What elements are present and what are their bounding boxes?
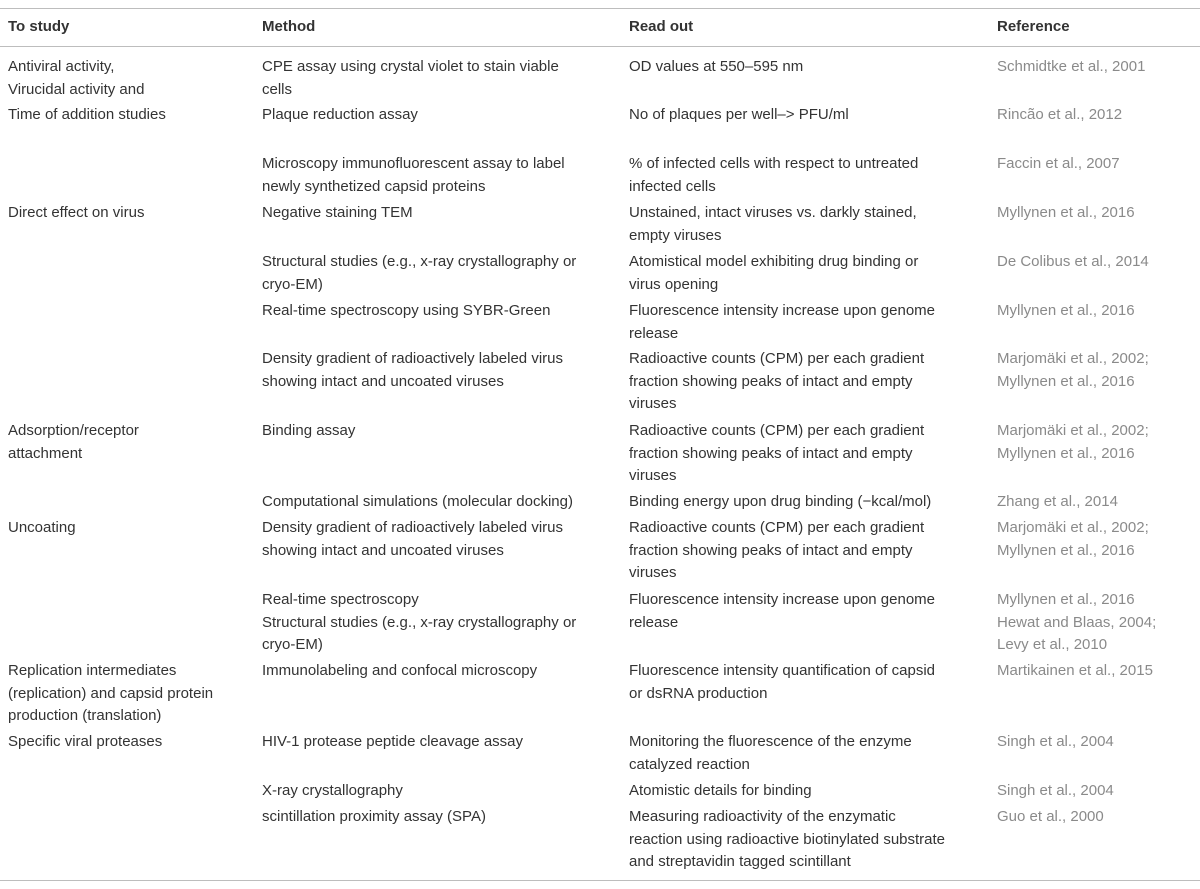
header-reference: Reference bbox=[997, 18, 1070, 35]
cell-readout: Measuring radioactivity of the enzymatic reaction using radioactive biotinylated substrate and streptavidin tagged scintillant bbox=[629, 808, 946, 870]
cell-method: Immunolabeling and confocal microscopy bbox=[262, 662, 538, 679]
cell-method: HIV-1 protease peptide cleavage assay bbox=[262, 733, 523, 750]
cell-method: Plaque reduction assay bbox=[262, 106, 418, 123]
cell-reference: De Colibus et al., 2014 bbox=[997, 253, 1149, 270]
cell-readout: Monitoring the fluorescence of the enzyme catalyzed reaction bbox=[629, 733, 912, 773]
cell-readout: Fluorescence intensity quantification of capsid or dsRNA production bbox=[629, 662, 936, 702]
cell-reference: Myllynen et al., 2016 bbox=[997, 204, 1135, 221]
cell-reference: Faccin et al., 2007 bbox=[997, 155, 1120, 172]
cell-reference: Singh et al., 2004 bbox=[997, 733, 1114, 750]
cell-readout: % of infected cells with respect to untreated infected cells bbox=[629, 155, 919, 195]
cell-reference: Marjomäki et al., 2002; Myllynen et al., 2016 bbox=[997, 350, 1149, 390]
cell-method: Real-time spectroscopy using SYBR-Green bbox=[262, 302, 551, 319]
cell-method: scintillation proximity assay (SPA) bbox=[262, 808, 486, 825]
header-read-out: Read out bbox=[629, 18, 694, 35]
cell-readout: Atomistical model exhibiting drug binding or virus opening bbox=[629, 253, 919, 293]
cell-readout: Atomistic details for binding bbox=[629, 782, 812, 799]
cell-method: X-ray crystallography bbox=[262, 782, 403, 799]
header-method: Method bbox=[262, 18, 316, 35]
cell-reference: Guo et al., 2000 bbox=[997, 808, 1104, 825]
cell-readout: Fluorescence intensity increase upon genome release bbox=[629, 591, 936, 631]
cell-study: Specific viral proteases bbox=[8, 733, 163, 750]
cell-readout: Radioactive counts (CPM) per each gradient fraction showing peaks of intact and empty viruses bbox=[629, 422, 925, 484]
cell-study: Uncoating bbox=[8, 519, 76, 536]
table-top-rule bbox=[0, 8, 1200, 9]
cell-reference: Myllynen et al., 2016 Hewat and Blaas, 2004; Levy et al., 2010 bbox=[997, 591, 1157, 653]
cell-method: CPE assay using crystal violet to stain viable cells bbox=[262, 58, 559, 98]
cell-reference: Martikainen et al., 2015 bbox=[997, 662, 1153, 679]
cell-reference: Schmidtke et al., 2001 bbox=[997, 58, 1146, 75]
header-to-study: To study bbox=[8, 18, 70, 35]
cell-method: Structural studies (e.g., x-ray crystallography or cryo-EM) bbox=[262, 253, 577, 293]
cell-method: Binding assay bbox=[262, 422, 356, 439]
cell-readout: Fluorescence intensity increase upon genome release bbox=[629, 302, 936, 342]
cell-readout: OD values at 550–595 nm bbox=[629, 58, 804, 75]
cell-reference: Zhang et al., 2014 bbox=[997, 493, 1118, 510]
cell-reference: Marjomäki et al., 2002; Myllynen et al., 2016 bbox=[997, 422, 1149, 462]
cell-method: Negative staining TEM bbox=[262, 204, 413, 221]
cell-study: Adsorption/receptor attachment bbox=[8, 422, 139, 462]
cell-method: Real-time spectroscopy Structural studies (e.g., x-ray crystallography or cryo-EM) bbox=[262, 591, 577, 653]
cell-method: Computational simulations (molecular docking) bbox=[262, 493, 573, 510]
cell-study: Antiviral activity, Virucidal activity and bbox=[8, 58, 145, 98]
cell-reference: Singh et al., 2004 bbox=[997, 782, 1114, 799]
cell-method: Microscopy immunofluorescent assay to label newly synthetized capsid proteins bbox=[262, 155, 565, 195]
cell-readout: Radioactive counts (CPM) per each gradient fraction showing peaks of intact and empty viruses bbox=[629, 519, 925, 581]
cell-reference: Rincão et al., 2012 bbox=[997, 106, 1123, 123]
cell-method: Density gradient of radioactively labeled virus showing intact and uncoated viruses bbox=[262, 350, 563, 390]
cell-readout: No of plaques per well–> PFU/ml bbox=[629, 106, 849, 123]
cell-study: Replication intermediates (replication) and capsid protein production (translation) bbox=[8, 662, 214, 724]
cell-readout: Unstained, intact viruses vs. darkly stained, empty viruses bbox=[629, 204, 917, 244]
cell-study: Direct effect on virus bbox=[8, 204, 145, 221]
cell-method: Density gradient of radioactively labeled virus showing intact and uncoated viruses bbox=[262, 519, 563, 559]
header-rule bbox=[0, 46, 1200, 47]
cell-reference: Myllynen et al., 2016 bbox=[997, 302, 1135, 319]
cell-readout: Binding energy upon drug binding (−kcal/mol) bbox=[629, 493, 932, 510]
table-bottom-rule bbox=[0, 880, 1200, 881]
cell-readout: Radioactive counts (CPM) per each gradient fraction showing peaks of intact and empty viruses bbox=[629, 350, 925, 412]
cell-study: Time of addition studies bbox=[8, 106, 166, 123]
cell-reference: Marjomäki et al., 2002; Myllynen et al., 2016 bbox=[997, 519, 1149, 559]
